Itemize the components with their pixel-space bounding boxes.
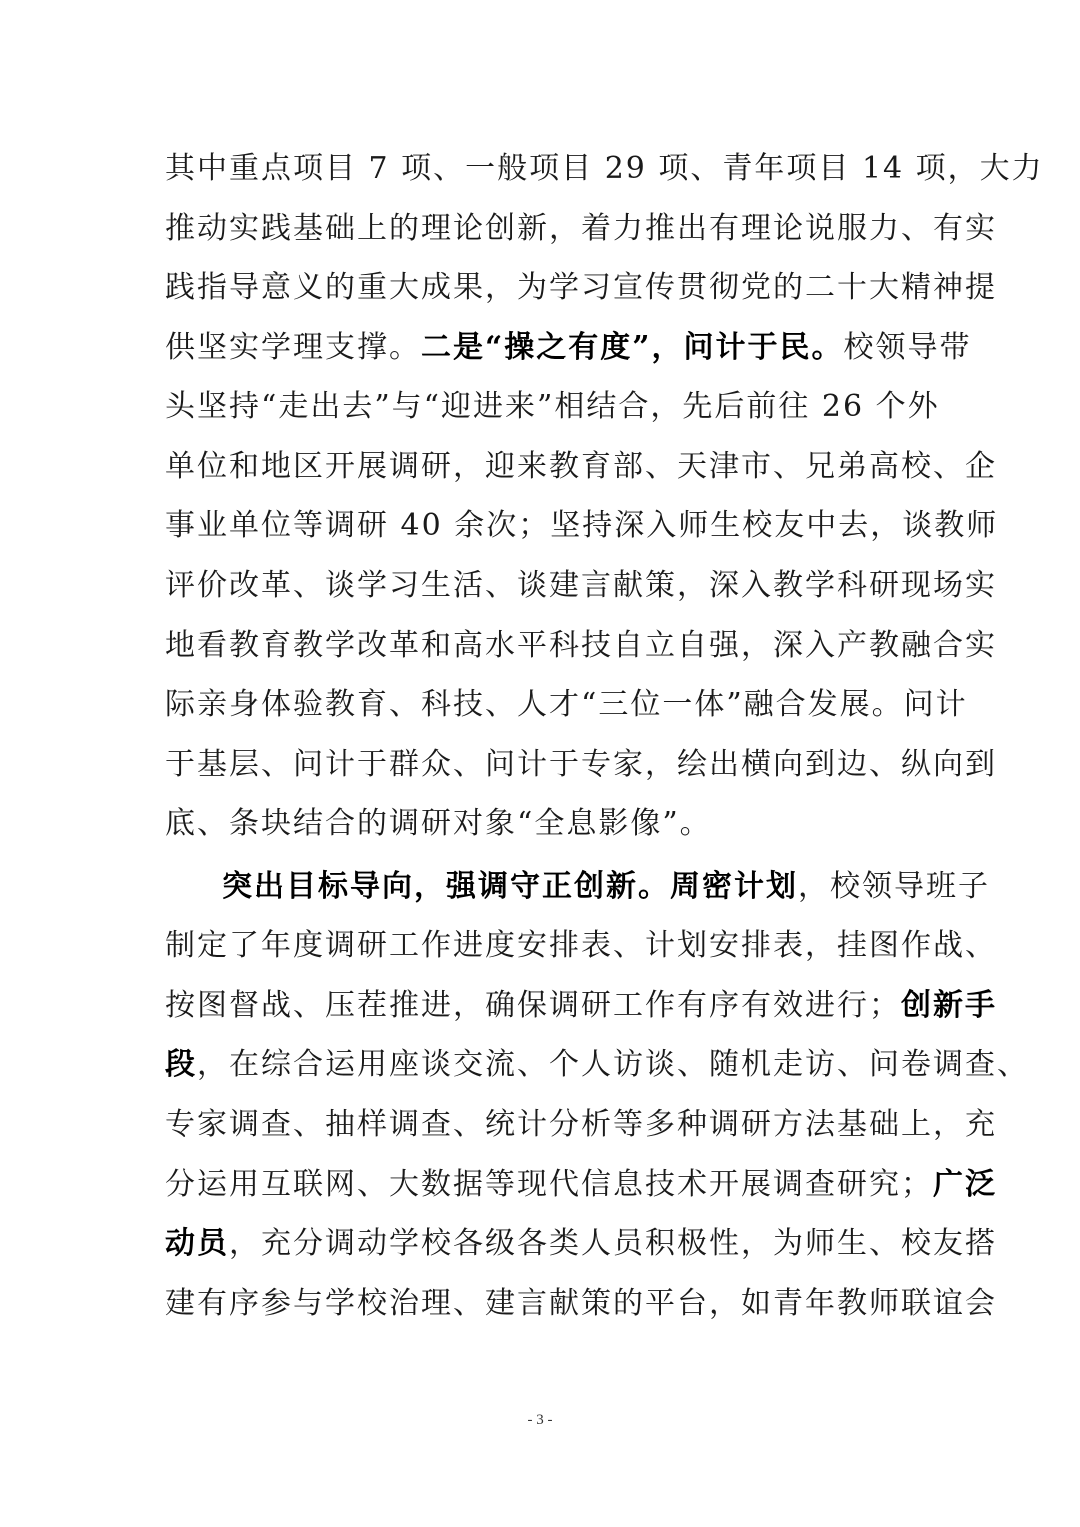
paragraph-line: 供坚实学理支撑。二是“操之有度”，问计于民。校领导带	[165, 330, 972, 365]
paragraph-line: 单位和地区开展调研，迎来教育部、天津市、兄弟高校、企	[165, 449, 997, 484]
bold-phrase: 段	[165, 1047, 197, 1082]
bold-heading: 二是“操之有度”，问计于民。	[421, 330, 844, 365]
paragraph-line: 推动实践基础上的理论创新，着力推出有理论说服力、有实	[165, 211, 997, 246]
paragraph-line: 际亲身体验教育、科技、人才“三位一体”融合发展。问计	[165, 687, 968, 722]
paragraph-line: 按图督战、压茬推进，确保调研工作有序有效进行；创新手	[165, 988, 997, 1023]
bold-phrase: 动员	[165, 1226, 229, 1261]
paragraph-line-last: 底、条块结合的调研对象“全息影像”。	[165, 806, 712, 841]
paragraph-line: 践指导意义的重大成果，为学习宣传贯彻党的二十大精神提	[165, 270, 997, 305]
paragraph-line: 地看教育教学改革和高水平科技自立自强，深入产教融合实	[165, 628, 997, 663]
paragraph-line: 事业单位等调研 40 余次；坚持深入师生校友中去，谈教师	[165, 508, 999, 543]
paragraph-line-first: 突出目标导向，强调守正创新。周密计划，校领导班子	[222, 869, 990, 904]
page-number: - 3 -	[527, 1412, 553, 1428]
paragraph-line: 段，在综合运用座谈交流、个人访谈、随机走访、问卷调查、	[165, 1047, 1029, 1082]
paragraph-line: 专家调查、抽样调查、统计分析等多种调研方法基础上，充	[165, 1107, 997, 1142]
bold-phrase: 周密计划	[670, 869, 798, 904]
bold-phrase: 广泛	[933, 1167, 997, 1202]
bold-phrase: 创新手	[901, 988, 997, 1023]
paragraph-line: 动员，充分调动学校各级各类人员积极性，为师生、校友搭	[165, 1226, 997, 1261]
paragraph-line: 制定了年度调研工作进度安排表、计划安排表，挂图作战、	[165, 928, 997, 963]
bold-heading: 突出目标导向，强调守正创新。	[222, 869, 670, 904]
paragraph-line: 头坚持“走出去”与“迎进来”相结合，先后前往 26 个外	[165, 389, 940, 424]
paragraph-line: 建有序参与学校治理、建言献策的平台，如青年教师联谊会	[165, 1286, 997, 1321]
paragraph-line: 于基层、问计于群众、问计于专家，绘出横向到边、纵向到	[165, 747, 997, 782]
paragraph-line: 分运用互联网、大数据等现代信息技术开展调查研究；广泛	[165, 1167, 997, 1202]
paragraph-line: 其中重点项目 7 项、一般项目 29 项、青年项目 14 项，大力	[165, 151, 1044, 186]
paragraph-line: 评价改革、谈学习生活、谈建言献策，深入教学科研现场实	[165, 568, 997, 603]
